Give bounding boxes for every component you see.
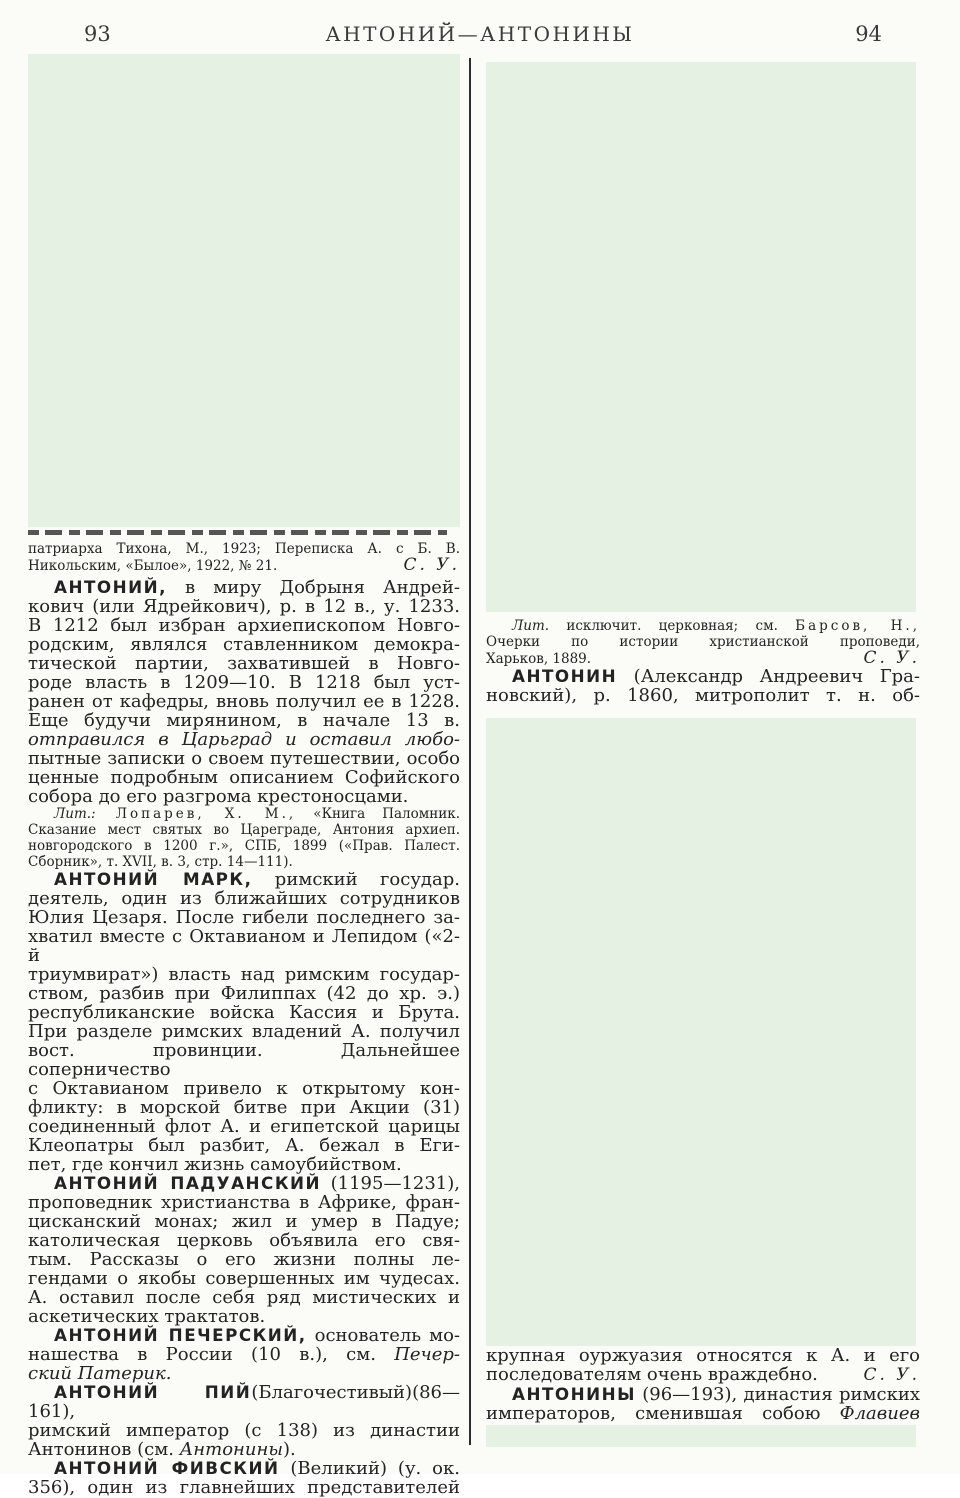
text-run: в миру Добрыня Андрей- bbox=[166, 577, 460, 598]
text-line bbox=[28, 692, 460, 711]
text-line bbox=[28, 889, 460, 908]
text-run: ). bbox=[283, 1439, 296, 1460]
text-line bbox=[28, 1022, 460, 1041]
text-run: С. У. bbox=[863, 1365, 920, 1385]
text-run: Печер- bbox=[394, 1344, 460, 1365]
text-line bbox=[28, 1478, 460, 1497]
text-line bbox=[486, 650, 920, 667]
lit-barsov bbox=[486, 618, 920, 667]
text-line bbox=[28, 1041, 460, 1079]
text-line bbox=[486, 667, 920, 686]
text-run: пытные записки о своем путешествии, особо bbox=[28, 748, 460, 769]
text-line bbox=[28, 1155, 460, 1174]
text-run: католическая церковь объявила его свя- bbox=[28, 1230, 460, 1251]
text-line bbox=[28, 908, 460, 927]
text-run: тической партии, захватившей в Новго- bbox=[28, 653, 460, 674]
text-run: триумвират») власть над римским государ- bbox=[28, 964, 460, 985]
text-line bbox=[28, 870, 460, 889]
text-line bbox=[28, 854, 460, 870]
text-line bbox=[28, 1383, 460, 1421]
running-title: АНТОНИЙ—АНТОНИНЫ bbox=[325, 22, 635, 46]
text-run: родским, являлся ставленником демокра- bbox=[28, 634, 460, 655]
text-line bbox=[28, 1345, 460, 1364]
text-run: Флавиев bbox=[839, 1403, 920, 1424]
text-line bbox=[28, 768, 460, 787]
text-run: гендами о якобы совершенных им чудесах. bbox=[28, 1268, 460, 1289]
text-line bbox=[28, 1212, 460, 1231]
text-run: АНТОНИНЫ bbox=[512, 1384, 636, 1404]
text-run: Харьков, 1889. bbox=[486, 651, 592, 667]
text-run: АНТОНИЙ ФИВСКИЙ bbox=[54, 1458, 280, 1478]
text-run: АНТОНИЙ ПАДУАНСКИЙ bbox=[54, 1173, 322, 1193]
text-run: Очерки по истории христианской проповеди, bbox=[486, 634, 920, 650]
page-header bbox=[0, 20, 960, 52]
figure-placeholder-left bbox=[28, 54, 460, 527]
text-line bbox=[28, 673, 460, 692]
text-line bbox=[28, 1117, 460, 1136]
text-line bbox=[486, 634, 920, 650]
text-line bbox=[28, 927, 460, 965]
text-run: последователям очень враждебно. bbox=[486, 1364, 818, 1385]
text-run: ский Патерик. bbox=[28, 1363, 172, 1384]
page-number-left: 93 bbox=[84, 22, 111, 46]
text-line bbox=[28, 1307, 460, 1326]
text-line bbox=[28, 635, 460, 654]
lit-loparev bbox=[28, 806, 460, 870]
text-run: Еще будучи мирянином, в начале 13 в. bbox=[28, 710, 460, 731]
text-run: основатель мо- bbox=[306, 1325, 460, 1346]
figure-placeholder-right-middle bbox=[486, 718, 916, 1346]
text-line bbox=[486, 1346, 920, 1365]
text-line-left-part bbox=[28, 558, 277, 574]
text-line bbox=[28, 787, 460, 806]
text-run: римский государ. bbox=[252, 869, 460, 890]
text-run: «Книга Паломник. bbox=[296, 806, 460, 822]
text-run: Лит.: bbox=[54, 806, 96, 822]
text-line bbox=[28, 1231, 460, 1250]
text-run: новгородского в 1200 г.», СПБ, 1899 («Прав. Палест. bbox=[28, 838, 460, 854]
text-line bbox=[486, 618, 920, 634]
column-divider bbox=[469, 58, 471, 1445]
text-run: ством, разбив при Филиппах (42 до хр. э.) bbox=[28, 983, 460, 1004]
text-run: В 1212 был избран архиепископом Новго- bbox=[28, 615, 460, 636]
text-run: фликту: в морской битве при Акции (31) bbox=[28, 1097, 460, 1118]
text-line bbox=[28, 1079, 460, 1098]
text-run: собора до его разгрома крестоносцами. bbox=[28, 786, 409, 807]
text-line bbox=[28, 711, 460, 730]
text-run: Юлия Цезаря. После гибели последнего за- bbox=[28, 907, 460, 928]
text-run: (Александр Андреевич Гра- bbox=[617, 666, 920, 687]
text-run: Клеопатры был разбит, А. бежал в Еги- bbox=[28, 1135, 460, 1156]
text-line bbox=[28, 1174, 460, 1193]
text-run: императоров, сменившая собою bbox=[486, 1403, 840, 1424]
text-run: соединенный флот А. и египетской царицы bbox=[28, 1116, 460, 1137]
text-run: аскетических трактатов. bbox=[28, 1306, 266, 1327]
text-run: (96—193), династия римских bbox=[635, 1384, 920, 1405]
text-run: А. оставил после себя ряд мистических и bbox=[28, 1287, 460, 1308]
text-run: нашества в России (10 в.), см. bbox=[28, 1344, 395, 1365]
text-run: цисканский монах; жил и умер в Падуе; bbox=[28, 1211, 460, 1232]
text-run: пет, где кончил жизнь самоубийством. bbox=[28, 1154, 402, 1175]
text-run: Сборник», т. XVII, в. 3, стр. 14—111). bbox=[28, 854, 293, 870]
text-run: Барсов, Н., bbox=[795, 618, 920, 634]
text-line bbox=[28, 1250, 460, 1269]
entry-antoniy bbox=[28, 578, 460, 806]
text-line bbox=[28, 984, 460, 1003]
text-line bbox=[28, 1421, 460, 1440]
text-run: (1195—1231), bbox=[321, 1173, 460, 1194]
right-column bbox=[486, 62, 920, 1447]
text-line bbox=[28, 806, 460, 822]
text-line bbox=[486, 1365, 920, 1385]
text-run: ранен от кафедры, вновь получил ее в 1228. bbox=[28, 691, 460, 712]
lit-tikhon bbox=[28, 541, 460, 574]
text-run: АНТОНИЙ ПИЙ bbox=[54, 1382, 252, 1402]
text-line bbox=[28, 578, 460, 597]
text-line bbox=[28, 1098, 460, 1117]
text-run: Антонины bbox=[179, 1439, 284, 1460]
text-line bbox=[28, 1440, 460, 1459]
text-line bbox=[28, 597, 460, 616]
clipped-text-fragment bbox=[28, 530, 447, 535]
entry-antoniy-mark bbox=[28, 870, 460, 1174]
text-run: патриарха Тихона, М., 1923; Переписка А. с Б. В. bbox=[28, 541, 460, 557]
text-line bbox=[28, 616, 460, 635]
text-line bbox=[28, 822, 460, 838]
text-run: 356), один из главнейших представителей bbox=[28, 1477, 460, 1498]
text-run: кович (или Ядрейкович), р. в 12 в., у. 1233. bbox=[28, 596, 460, 617]
text-line-left-part bbox=[486, 1365, 818, 1384]
text-run: АНТОНИЙ МАРК, bbox=[54, 869, 253, 889]
text-run: (Великий) (у. ок. bbox=[279, 1458, 460, 1479]
text-line bbox=[28, 557, 460, 574]
entry-antoniy-paduansky bbox=[28, 1174, 460, 1326]
text-run: роде власть в 1209—10. В 1218 был уст- bbox=[28, 672, 460, 693]
text-line bbox=[28, 1326, 460, 1345]
entry-antonin-end-and-antoniny bbox=[486, 1346, 920, 1423]
text-run: Лит. bbox=[512, 618, 550, 634]
page-number-right: 94 bbox=[855, 22, 882, 46]
text-run: Лопарев, Х. М., bbox=[95, 806, 297, 822]
text-line bbox=[486, 1404, 920, 1423]
text-run: АНТОНИЙ, bbox=[54, 577, 167, 597]
text-line bbox=[28, 1288, 460, 1307]
entry-antonin bbox=[486, 667, 920, 705]
text-line bbox=[28, 965, 460, 984]
text-run: АНТОНИН bbox=[512, 666, 618, 686]
text-line bbox=[486, 1385, 920, 1404]
text-run: При разделе римских владений А. получил bbox=[28, 1021, 460, 1042]
text-run: деятель, один из ближайших сотрудников bbox=[28, 888, 460, 909]
text-line bbox=[28, 1136, 460, 1155]
left-column bbox=[28, 54, 460, 1497]
text-run: римский император (с 138) из династии bbox=[28, 1420, 460, 1441]
text-line bbox=[28, 749, 460, 768]
text-run: тым. Рассказы о его жизни полны ле- bbox=[28, 1249, 460, 1270]
text-line bbox=[28, 1193, 460, 1212]
text-run: С. У. bbox=[403, 555, 460, 575]
text-line bbox=[28, 1269, 460, 1288]
text-line bbox=[28, 541, 460, 557]
text-line-left-part bbox=[486, 651, 591, 667]
text-run: хватил вместе с Октавианом и Лепидом («2-й bbox=[28, 926, 460, 966]
text-line bbox=[486, 686, 920, 705]
text-run: АНТОНИЙ ПЕЧЕРСКИЙ, bbox=[54, 1325, 307, 1345]
text-run: (Благочестивый)(86—161), bbox=[28, 1382, 460, 1422]
figure-placeholder-right-bottom bbox=[486, 1425, 916, 1447]
text-line bbox=[28, 654, 460, 673]
text-run: Сказание мест святых во Цареграде, Антония архиеп. bbox=[28, 822, 460, 838]
text-line bbox=[28, 1003, 460, 1022]
text-run: С. У. bbox=[863, 648, 920, 668]
text-run: Никольским, «Былое», 1922, № 21. bbox=[28, 558, 278, 574]
entry-antoniy-fivsky bbox=[28, 1459, 460, 1497]
text-run: новский), р. 1860, митрополит т. н. об- bbox=[486, 685, 920, 706]
text-run: с Октавианом привело к открытому кон- bbox=[28, 1078, 460, 1099]
figure-placeholder-right-top bbox=[486, 62, 916, 612]
text-run: вост. провинции. Дальнейшее соперничество bbox=[28, 1040, 460, 1080]
text-run: ценные подробным описанием Софийского bbox=[28, 767, 460, 788]
text-line bbox=[28, 838, 460, 854]
text-line bbox=[28, 730, 460, 749]
text-run: проповедник христианства в Африке, фран- bbox=[28, 1192, 460, 1213]
text-line bbox=[28, 1459, 460, 1478]
text-run: Антонинов (см. bbox=[28, 1439, 180, 1460]
entry-antoniy-piy bbox=[28, 1383, 460, 1459]
text-run: отправился в Царьград и оставил любо- bbox=[28, 729, 460, 750]
text-run: крупная оуржуазия относятся к А. и его bbox=[486, 1345, 920, 1366]
text-run: исключит. церковная; см. bbox=[549, 618, 796, 634]
text-run: республиканские войска Кассия и Брута. bbox=[28, 1002, 460, 1023]
text-line bbox=[28, 1364, 460, 1383]
entry-antoniy-pechersky bbox=[28, 1326, 460, 1383]
